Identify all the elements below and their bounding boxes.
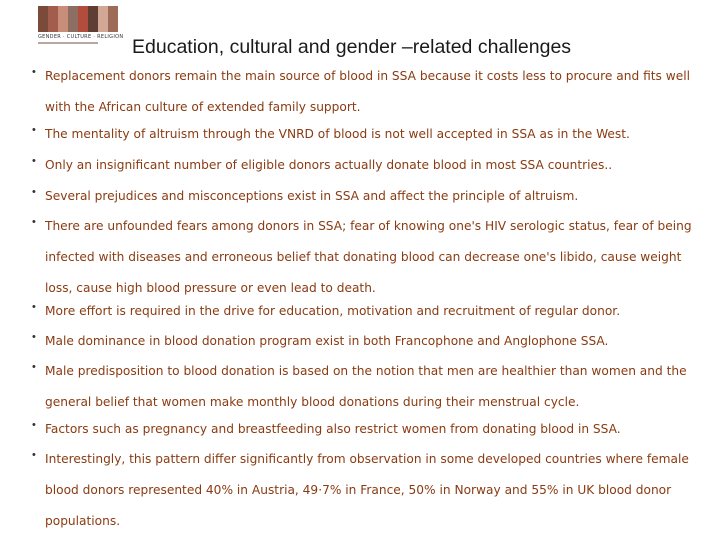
bullet-glyph: • <box>32 66 36 78</box>
bullet-text: More effort is required in the drive for education, motivation and recruitment of regular donor. <box>45 304 621 318</box>
bullet-glyph: • <box>32 419 36 431</box>
bullet-text: Interestingly, this pattern differ significantly from observation in some developed countries where female blood donors represented 40% in Austria, 49·7% in France, 50% in Norway and 55% in UK blood donor populations. <box>45 452 689 528</box>
logo <box>38 6 124 48</box>
bullet-text: Male dominance in blood donation program exist in both Francophone and Anglophone SSA. <box>45 334 609 348</box>
bullet-glyph: • <box>32 124 36 136</box>
bullet-glyph: • <box>32 331 36 343</box>
bullet-text: Male predisposition to blood donation is based on the notion that men are healthier than women and the general belief that women make monthly blood donations during their menstrual cycle. <box>45 364 687 409</box>
bullet-text: Replacement donors remain the main source of blood in SSA because it costs less to procure and fits well with the African culture of extended family support. <box>45 69 690 114</box>
bullet-text: The mentality of altruism through the VNRD of blood is not well accepted in SSA as in the West. <box>45 127 630 141</box>
bullet-glyph: • <box>32 449 36 461</box>
bullet-glyph: • <box>32 301 36 313</box>
bullet-text: Factors such as pregnancy and breastfeeding also restrict women from donating blood in SSA. <box>45 422 621 436</box>
bullet-glyph: • <box>32 216 36 228</box>
bullet-text: Several prejudices and misconceptions exist in SSA and affect the principle of altruism. <box>45 189 579 203</box>
page-title: Education, cultural and gender –related challenges <box>132 36 572 58</box>
logo-underline <box>38 42 98 44</box>
bullet-glyph: • <box>32 155 36 167</box>
bullet-text: Only an insignificant number of eligible donors actually donate blood in most SSA countries.. <box>45 158 613 172</box>
bullet-text: There are unfounded fears among donors in SSA; fear of knowing one's HIV serologic status, fear of being infected with diseases and erroneous belief that donating blood can decrease one's libido, cause weight loss, cause high blood pressure or even lead to death. <box>45 219 692 295</box>
logo-mosaic <box>38 6 118 32</box>
bullet-glyph: • <box>32 186 36 198</box>
logo-text: GENDER · CULTURE · RELIGION <box>38 34 124 40</box>
bullet-glyph: • <box>32 361 36 373</box>
